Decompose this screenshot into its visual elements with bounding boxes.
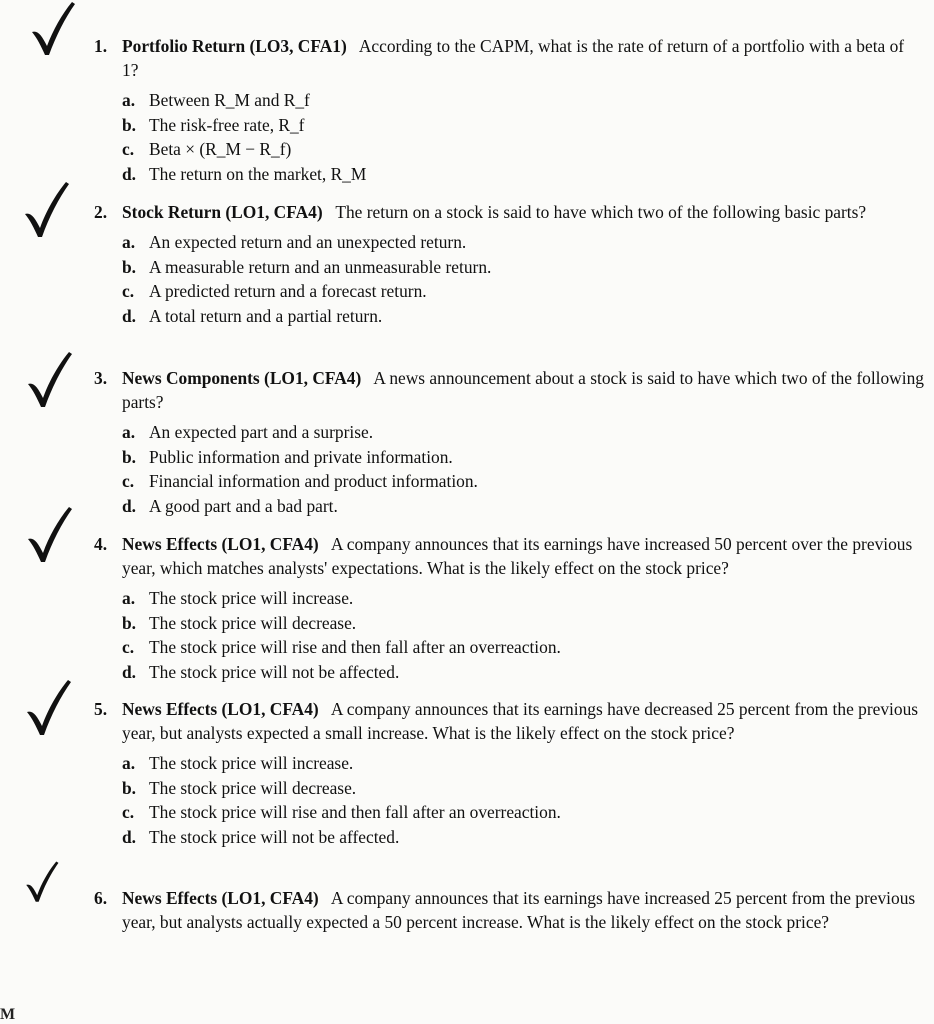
option-text: The stock price will decrease. xyxy=(149,777,357,798)
option-b xyxy=(122,611,924,636)
option-b xyxy=(122,113,924,138)
option-a xyxy=(122,230,924,255)
option-text: The risk-free rate, R_f xyxy=(149,114,305,135)
option-text: Financial information and product information. xyxy=(149,471,478,491)
option-d xyxy=(122,304,924,329)
option-b xyxy=(122,776,924,801)
option-letter: d. xyxy=(122,305,137,326)
option-c xyxy=(122,137,924,162)
checkmark-icon xyxy=(28,0,88,60)
question-number: 6. xyxy=(94,888,108,908)
option-text: The stock price will rise and then fall after an overreaction. xyxy=(149,802,561,822)
option-letter: d. xyxy=(122,826,137,847)
option-a xyxy=(122,88,924,113)
option-d xyxy=(122,162,924,187)
option-letter: d. xyxy=(122,661,137,682)
checkmark-icon xyxy=(24,678,84,738)
question-title: News Effects (LO1, CFA4) xyxy=(122,888,319,908)
question-title: Stock Return (LO1, CFA4) xyxy=(122,202,323,222)
option-d xyxy=(122,825,924,850)
question-1 xyxy=(94,34,924,186)
option-text: The stock price will not be affected. xyxy=(149,661,400,682)
option-list xyxy=(94,230,924,328)
option-letter: c. xyxy=(122,139,135,159)
option-letter: a. xyxy=(122,422,136,442)
question-3 xyxy=(94,366,924,518)
question-stem xyxy=(94,366,924,414)
question-number: 2. xyxy=(94,202,108,222)
option-text: Between R_M and R_f xyxy=(149,90,310,110)
question-text: A news announcement about a stock is said to have which two of the following parts? xyxy=(122,368,924,412)
option-text: The stock price will increase. xyxy=(149,588,354,608)
question-number: 5. xyxy=(94,699,108,719)
option-letter: c. xyxy=(122,637,135,657)
option-letter: b. xyxy=(122,777,137,798)
question-2 xyxy=(94,200,924,328)
option-letter: b. xyxy=(122,612,137,633)
option-letter: c. xyxy=(122,281,135,301)
question-stem xyxy=(94,886,924,934)
question-4 xyxy=(94,532,924,684)
option-text: A predicted return and a forecast return. xyxy=(149,281,427,301)
option-a xyxy=(122,420,924,445)
option-text: A good part and a bad part. xyxy=(149,495,338,516)
option-list xyxy=(94,88,924,186)
question-text: The return on a stock is said to have which two of the following basic parts? xyxy=(335,202,867,222)
option-d xyxy=(122,660,924,685)
option-b xyxy=(122,255,924,280)
checkmark-icon xyxy=(25,350,85,410)
cropped-heading-fragment: M xyxy=(0,1006,17,1023)
option-c xyxy=(122,800,924,825)
option-b xyxy=(122,445,924,470)
question-stem xyxy=(94,34,924,82)
option-text: Beta × (R_M − R_f) xyxy=(149,139,292,159)
question-stem xyxy=(94,200,924,224)
option-list xyxy=(94,420,924,518)
option-c xyxy=(122,279,924,304)
option-text: The stock price will rise and then fall after an overreaction. xyxy=(149,637,561,657)
question-number: 1. xyxy=(94,36,108,56)
question-text: A company announces that its earnings have decreased 25 percent from the previous year, but analysts expected a small increase. What is the likely effect on the stock price? xyxy=(122,699,919,743)
option-letter: a. xyxy=(122,90,136,110)
question-title: News Effects (LO1, CFA4) xyxy=(122,534,319,554)
option-list xyxy=(94,586,924,684)
question-text: A company announces that its earnings have increased 25 percent from the previous year, but analysts actually expected a 50 percent increase. What is the likely effect on the stock price? xyxy=(122,888,916,932)
question-number: 3. xyxy=(94,368,108,388)
question-title: News Components (LO1, CFA4) xyxy=(122,368,362,388)
option-letter: a. xyxy=(122,232,136,252)
option-letter: c. xyxy=(122,802,135,822)
option-text: The stock price will decrease. xyxy=(149,612,357,633)
checkmark-icon xyxy=(22,180,82,240)
option-letter: d. xyxy=(122,495,137,516)
option-text: Public information and private information. xyxy=(149,446,453,467)
option-d xyxy=(122,494,924,519)
question-stem xyxy=(94,532,924,580)
checkmark-icon xyxy=(25,505,85,565)
question-title: Portfolio Return (LO3, CFA1) xyxy=(122,36,347,56)
option-text: The stock price will not be affected. xyxy=(149,826,400,847)
question-stem xyxy=(94,697,924,745)
option-letter: c. xyxy=(122,471,135,491)
option-c xyxy=(122,469,924,494)
option-a xyxy=(122,751,924,776)
question-title: News Effects (LO1, CFA4) xyxy=(122,699,319,719)
option-a xyxy=(122,586,924,611)
option-text: A total return and a partial return. xyxy=(149,305,383,326)
option-text: The return on the market, R_M xyxy=(149,163,367,184)
option-text: The stock price will increase. xyxy=(149,753,354,773)
option-c xyxy=(122,635,924,660)
option-text: An expected part and a surprise. xyxy=(149,422,374,442)
question-5 xyxy=(94,697,924,849)
option-text: A measurable return and an unmeasurable return. xyxy=(149,256,492,277)
checkmark-icon xyxy=(24,860,68,904)
question-text: According to the CAPM, what is the rate of return of a portfolio with a beta of 1? xyxy=(122,36,905,80)
option-letter: b. xyxy=(122,256,137,277)
question-6 xyxy=(94,886,924,934)
question-text: A company announces that its earnings have increased 50 percent over the previous year, which matches analysts' expectations. What is the likely effect on the stock price? xyxy=(122,534,913,578)
option-letter: b. xyxy=(122,446,137,467)
option-list xyxy=(94,751,924,849)
question-number: 4. xyxy=(94,534,108,554)
option-letter: a. xyxy=(122,753,136,773)
option-letter: d. xyxy=(122,163,137,184)
option-letter: a. xyxy=(122,588,136,608)
option-text: An expected return and an unexpected return. xyxy=(149,232,467,252)
option-letter: b. xyxy=(122,114,137,135)
